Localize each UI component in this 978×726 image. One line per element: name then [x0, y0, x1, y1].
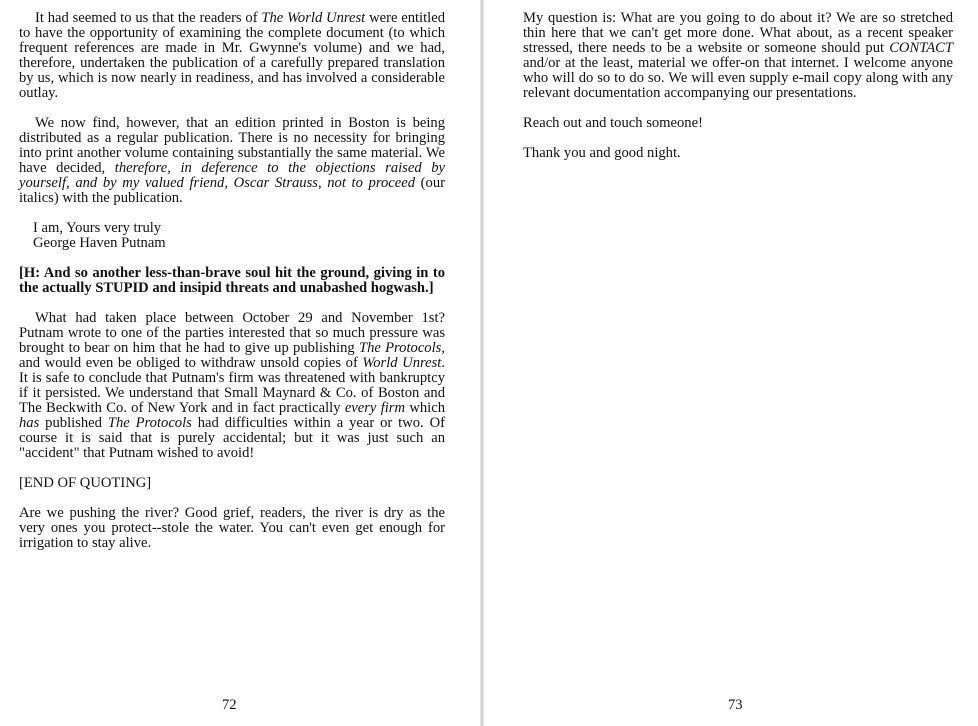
right-page-text — [523, 11, 953, 161]
editorial-comment: [H: And so another less-than-brave soul hit the ground, giving in to the actually STUPID and insipid threats and unabashed hogwash.] — [19, 265, 445, 296]
signature-name: George Haven Putnam — [33, 235, 166, 251]
page-number-left: 72 — [222, 697, 237, 713]
signature-closing: I am, Yours very truly — [33, 220, 162, 236]
paragraph-boston-edition: We now find, however, that an edition printed in Boston is being distributed as a regular publication. There is no necessity for bringing into print another volume containing substantially the same material. We have decided, therefore, in deference to the objections raised by yourself, and by my valued friend, Oscar Strauss, not to proceed (our italics) with the publication. — [19, 115, 445, 206]
paragraph-publication-intent: It had seemed to us that the readers of The World Unrest were entitled to have the opportunity of examining the complete document (to which frequent references are made in Mr. Gwynne's volume) and we had, therefore, undertaken the publication of a carefully prepared translation by us, which is now nearly in readiness, and has involved a considerable outlay. — [19, 10, 445, 101]
right-page — [486, 0, 978, 726]
left-page — [0, 0, 482, 726]
paragraph-question: My question is: What are you going to do about it? We are so stretched thin here that we can't get more done. What about, as a recent speaker stressed, there needs to be a website or someone should put CONTACT and/or at the least, material we offer-on that internet. I welcome anyone who will do so to do so. We will even supply e-mail copy along with any relevant documentation accompanying our presentations. — [523, 10, 953, 101]
paragraph-putnam-pressure: What had taken place between October 29 and November 1st? Putnam wrote to one of the parties interested that so much pressure was brought to bear on him that he had to give up publishing The Protocols, and would even be obliged to withdraw unsold copies of World Unrest. It is safe to conclude that Putnam's firm was threatened with bankruptcy if it persisted. We understand that Small Maynard & Co. of Boston and The Beckwith Co. of New York and in fact practically every firm which has published The Protocols had difficulties within a year or two. Of course it is said that is purely accidental; but it was just such an "accident" that Putnam wished to avoid! — [19, 310, 446, 461]
left-page-text — [19, 11, 445, 551]
paragraph-good-night: Thank you and good night. — [523, 145, 681, 161]
paragraph-river: Are we pushing the river? Good grief, readers, the river is dry as the very ones you protect--stole the water. You can't even get enough for irrigation to stay alive. — [19, 505, 445, 551]
paragraph-reach-out: Reach out and touch someone! — [523, 115, 703, 131]
page-number-right: 73 — [728, 697, 743, 713]
end-of-quoting-marker: [END OF QUOTING] — [19, 475, 152, 491]
